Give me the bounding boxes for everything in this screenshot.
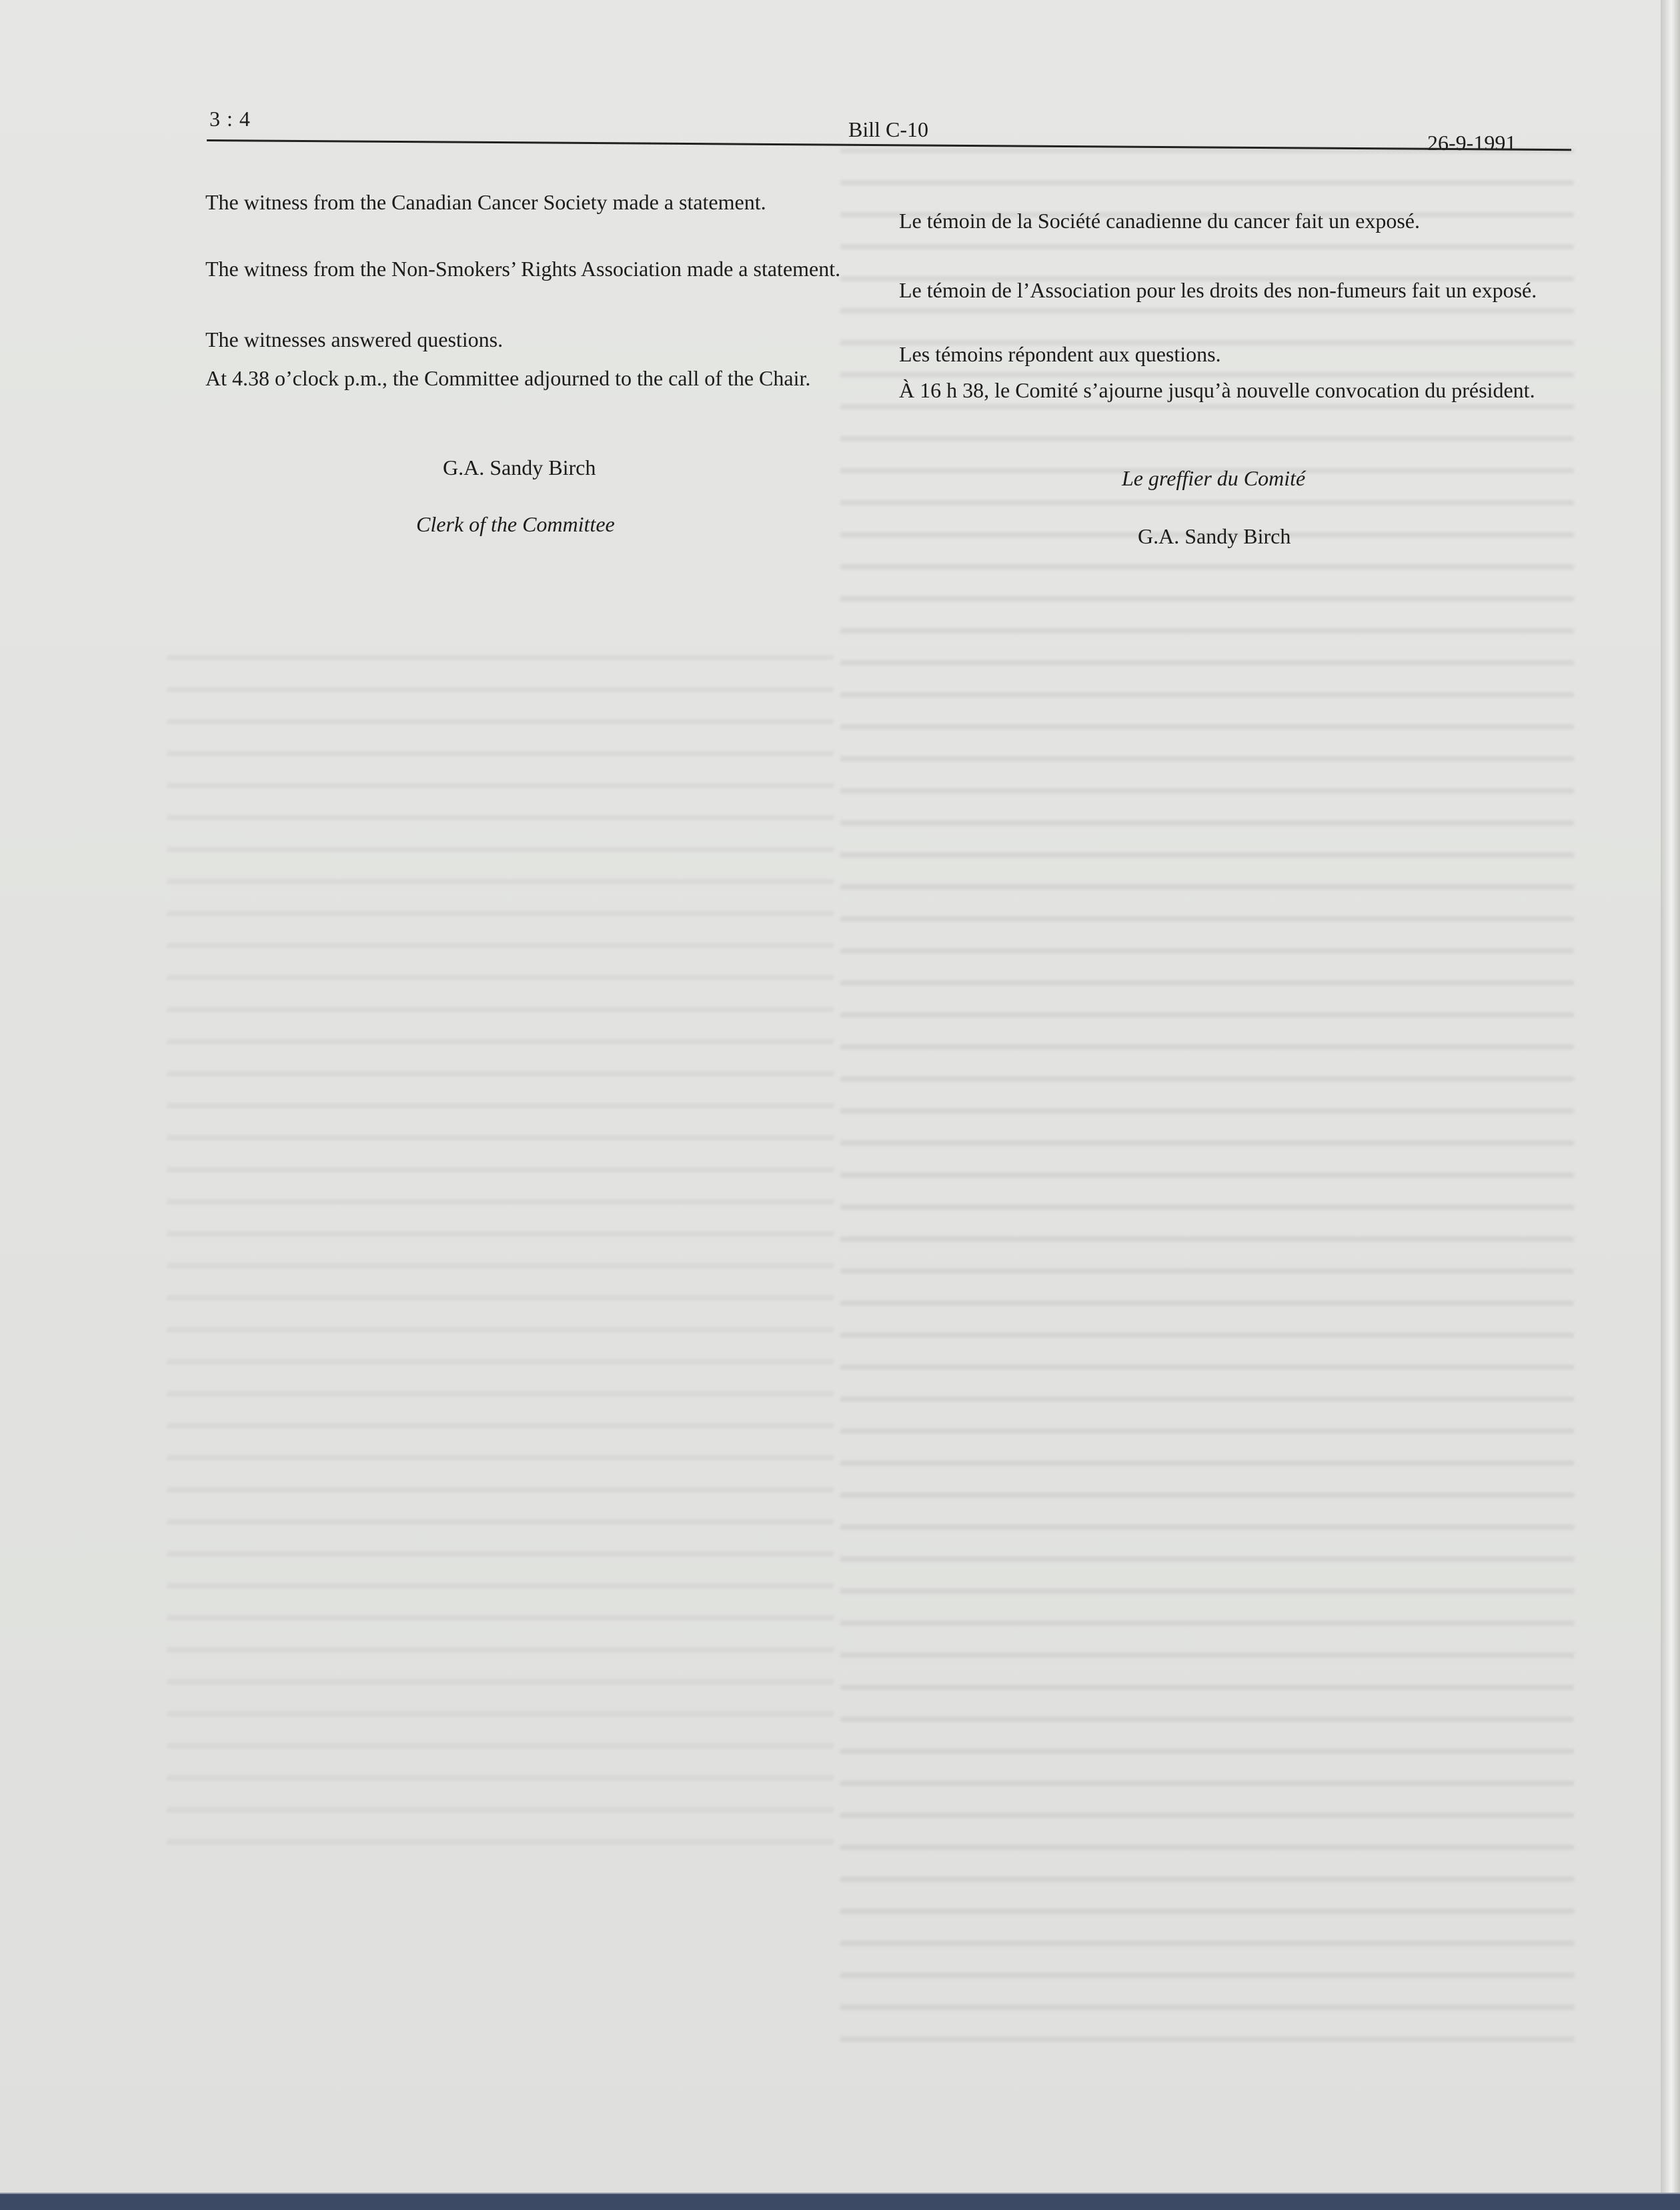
bleed-through-text-left [167, 640, 834, 1854]
french-paragraph-2: Le témoin de l’Association pour les droits des non-fumeurs fait un exposé. [899, 278, 1537, 302]
english-paragraph-3: The witnesses answered questions. [205, 327, 504, 351]
page-edge [1661, 0, 1680, 2194]
english-signatory-title: Clerk of the Committee [416, 512, 615, 536]
english-signatory-name: G.A. Sandy Birch [443, 455, 596, 479]
french-paragraph-3: Les témoins répondent aux questions. [899, 342, 1221, 366]
bill-title: Bill C-10 [848, 117, 929, 141]
english-paragraph-1: The witness from the Canadian Cancer Society made a statement. [205, 190, 766, 214]
french-paragraph-4: À 16 h 38, le Comité s’ajourne jusqu’à nouvelle convocation du président. [899, 378, 1535, 402]
bleed-through-text-right [840, 133, 1574, 2067]
header-date: 26-9-1991 [1427, 131, 1517, 155]
french-paragraph-1: Le témoin de la Société canadienne du cancer fait un exposé. [899, 209, 1420, 233]
page-number: 3 : 4 [209, 107, 251, 131]
scan-bottom-border [0, 2194, 1680, 2210]
english-paragraph-2: The witness from the Non-Smokers’ Rights Association made a statement. [205, 257, 841, 281]
french-signatory-title: Le greffier du Comité [1122, 466, 1306, 490]
french-signatory-name: G.A. Sandy Birch [1138, 524, 1291, 548]
english-paragraph-4: At 4.38 o’clock p.m., the Committee adjourned to the call of the Chair. [205, 366, 811, 390]
